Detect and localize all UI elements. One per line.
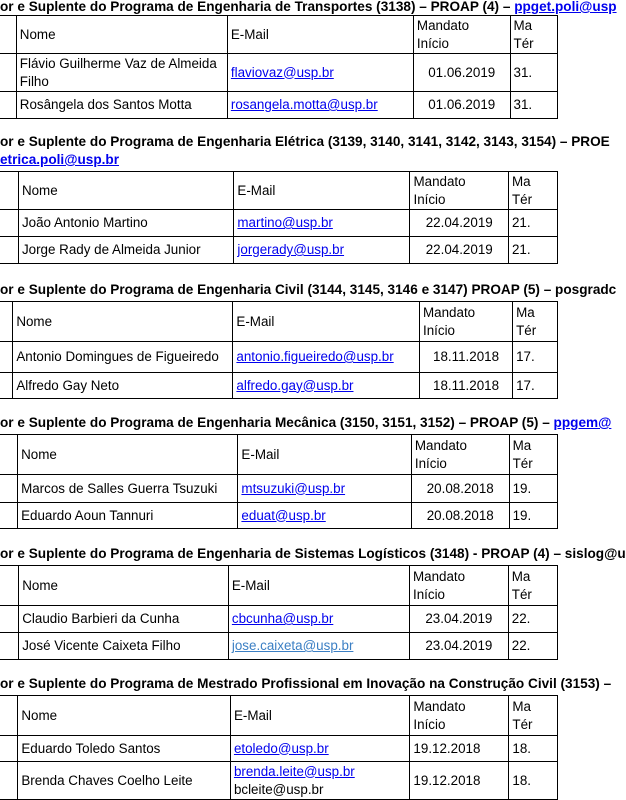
header-funcao	[0, 696, 18, 736]
cell-fim: 31.	[510, 54, 557, 92]
members-table	[0, 301, 558, 399]
cell-inicio: 01.06.2019	[413, 54, 510, 92]
table-header-row	[0, 696, 558, 736]
cell-inicio: 23.04.2019	[409, 606, 508, 633]
cell-inicio: 18.11.2018	[420, 373, 513, 399]
program-email-link[interactable]: ppget.poli@usp	[514, 0, 617, 14]
cell-inicio: 22.04.2019	[410, 210, 509, 237]
cell-funcao	[0, 210, 18, 237]
header-fim: Ma Tér	[508, 172, 557, 210]
cell-inicio: 19.12.2018	[410, 762, 509, 800]
cell-email	[233, 342, 420, 373]
header-fim: Ma Tér	[513, 302, 558, 342]
cell-funcao	[0, 606, 19, 633]
cell-nome: Brenda Chaves Coelho Leite	[18, 762, 231, 800]
program-email-link[interactable]: etrica.poli@usp.br	[0, 152, 120, 167]
cell-inicio: 20.08.2018	[411, 475, 509, 503]
header-email: E-Mail	[227, 16, 413, 54]
table-row	[0, 736, 558, 762]
header-fim: Ma Tér	[509, 696, 558, 736]
header-nome: Nome	[16, 16, 227, 54]
cell-email	[234, 210, 410, 237]
cell-fim: 17.	[513, 373, 558, 399]
cell-email	[238, 475, 411, 503]
cell-funcao	[0, 373, 13, 399]
email-link[interactable]: jorgerady@usp.br	[237, 242, 345, 257]
section-title: or e Suplente do Programa de Engenharia de Sistemas Logísticos (3148) - PROAP (4) – sislog@u	[0, 546, 626, 561]
header-inicio: Mandato Início	[413, 16, 510, 54]
cell-nome: João Antonio Martino	[18, 210, 233, 237]
header-nome: Nome	[18, 696, 231, 736]
cell-email	[228, 606, 409, 633]
header-fim: Ma Tér	[508, 566, 557, 606]
table-row	[0, 342, 558, 373]
header-inicio: Mandato Início	[410, 696, 509, 736]
cell-fim: 18.	[509, 762, 558, 800]
table-header-row	[0, 566, 558, 606]
cell-email	[234, 237, 410, 264]
cell-funcao	[0, 92, 16, 119]
header-nome: Nome	[18, 435, 238, 475]
section-title: or e Suplente do Programa de Engenharia Elétrica (3139, 3140, 3141, 3142, 3143, 3154) – PROE etrica.poli@usp.br	[0, 134, 610, 167]
email-link[interactable]: martino@usp.br	[237, 215, 333, 230]
cell-inicio: 18.11.2018	[420, 342, 513, 373]
email-link[interactable]: cbcunha@usp.br	[231, 611, 334, 626]
cell-funcao	[0, 342, 13, 373]
cell-email	[238, 503, 411, 529]
cell-funcao	[0, 475, 18, 503]
cell-fim: 21.	[508, 237, 557, 264]
header-inicio: Mandato Início	[420, 302, 513, 342]
cell-inicio: 23.04.2019	[409, 633, 508, 660]
cell-fim: 21.	[508, 210, 557, 237]
cell-email	[233, 373, 420, 399]
section-title: or e Suplente do Programa de Engenharia Civil (3144, 3145, 3146 e 3147) PROAP (5) – posgradc	[0, 282, 617, 297]
email-link[interactable]: rosangela.motta@usp.br	[230, 97, 378, 112]
cell-email	[227, 54, 413, 92]
cell-fim: 17.	[513, 342, 558, 373]
header-funcao	[0, 302, 13, 342]
cell-funcao	[0, 503, 18, 529]
table-header-row	[0, 16, 558, 54]
cell-nome: Rosângela dos Santos Motta	[16, 92, 227, 119]
cell-fim: 19.	[509, 475, 557, 503]
header-email: E-Mail	[238, 435, 411, 475]
members-table	[0, 15, 558, 119]
cell-inicio: 22.04.2019	[410, 237, 509, 264]
header-email: E-Mail	[228, 566, 409, 606]
cell-email	[227, 92, 413, 119]
header-funcao	[0, 172, 18, 210]
cell-inicio: 20.08.2018	[411, 503, 509, 529]
section-title: or e Suplente do Programa de Engenharia Mecânica (3150, 3151, 3152) – PROAP (5) – ppgem@	[0, 415, 612, 430]
cell-nome: José Vicente Caixeta Filho	[19, 633, 229, 660]
section-title: or e Suplente do Programa de Engenharia de Transportes (3138) – PROAP (4) – ppget.poli@usp	[0, 0, 617, 14]
members-table	[0, 171, 558, 264]
section-title: or e Suplente do Programa de Mestrado Profissional em Inovação na Construção Civil (3153) –	[0, 676, 612, 691]
header-nome: Nome	[18, 172, 233, 210]
cell-email	[228, 633, 409, 660]
members-table	[0, 434, 558, 529]
table-row	[0, 475, 558, 503]
email-link[interactable]: eduat@usp.br	[241, 507, 326, 523]
table-row	[0, 210, 558, 237]
table-row	[0, 54, 558, 92]
cell-nome: Antonio Domingues de Figueiredo	[13, 342, 233, 373]
cell-fim: 22.	[508, 633, 557, 660]
cell-inicio: 01.06.2019	[413, 92, 510, 119]
table-row	[0, 503, 558, 529]
cell-fim: 31.	[510, 92, 557, 119]
email-link[interactable]: brenda.leite@usp.br	[233, 763, 355, 779]
cell-nome: Eduardo Toledo Santos	[18, 736, 231, 762]
header-inicio: Mandato Início	[409, 566, 508, 606]
header-fim: Ma Tér	[509, 435, 557, 475]
table-header-row	[0, 435, 558, 475]
table-row	[0, 237, 558, 264]
email-secondary: bcleite@usp.br	[233, 781, 324, 797]
email-link[interactable]: jose.caixeta@usp.br	[231, 638, 354, 653]
table-header-row	[0, 302, 558, 342]
email-link[interactable]: flaviovaz@usp.br	[230, 64, 334, 80]
cell-nome: Claudio Barbieri da Cunha	[19, 606, 229, 633]
header-email: E-Mail	[233, 302, 420, 342]
cell-funcao	[0, 54, 16, 92]
email-link[interactable]: antonio.figueiredo@usp.br	[236, 349, 394, 364]
table-header-row	[0, 172, 558, 210]
cell-nome: Alfredo Gay Neto	[13, 373, 233, 399]
cell-nome: Flávio Guilherme Vaz de Almeida Filho	[16, 54, 227, 92]
cell-funcao	[0, 237, 18, 264]
cell-funcao	[0, 736, 18, 762]
header-nome: Nome	[13, 302, 233, 342]
header-funcao	[0, 566, 19, 606]
cell-funcao	[0, 633, 19, 660]
cell-email	[230, 762, 409, 800]
cell-nome: Jorge Rady de Almeida Junior	[18, 237, 233, 264]
header-funcao	[0, 435, 18, 475]
table-row	[0, 762, 558, 800]
table-row	[0, 606, 558, 633]
cell-email	[230, 736, 409, 762]
cell-fim: 22.	[508, 606, 557, 633]
header-inicio: Mandato Início	[410, 172, 509, 210]
cell-funcao	[0, 762, 18, 800]
cell-nome: Eduardo Aoun Tannuri	[18, 503, 238, 529]
header-email: E-Mail	[234, 172, 410, 210]
program-email-link[interactable]: ppgem@	[553, 415, 612, 430]
table-row	[0, 633, 558, 660]
header-funcao	[0, 16, 16, 54]
email-link[interactable]: alfredo.gay@usp.br	[236, 377, 354, 393]
cell-fim: 19.	[509, 503, 557, 529]
table-row	[0, 92, 558, 119]
header-fim: Ma Tér	[510, 16, 557, 54]
header-email: E-Mail	[230, 696, 409, 736]
members-table	[0, 565, 558, 660]
table-row	[0, 373, 558, 399]
cell-fim: 18.	[509, 736, 558, 762]
header-inicio: Mandato Início	[411, 435, 509, 475]
cell-inicio: 19.12.2018	[410, 736, 509, 762]
email-link[interactable]: mtsuzuki@usp.br	[241, 480, 346, 496]
header-nome: Nome	[19, 566, 229, 606]
members-table	[0, 695, 558, 800]
email-link[interactable]: etoledo@usp.br	[233, 740, 329, 756]
cell-nome: Marcos de Salles Guerra Tsuzuki	[18, 475, 238, 503]
